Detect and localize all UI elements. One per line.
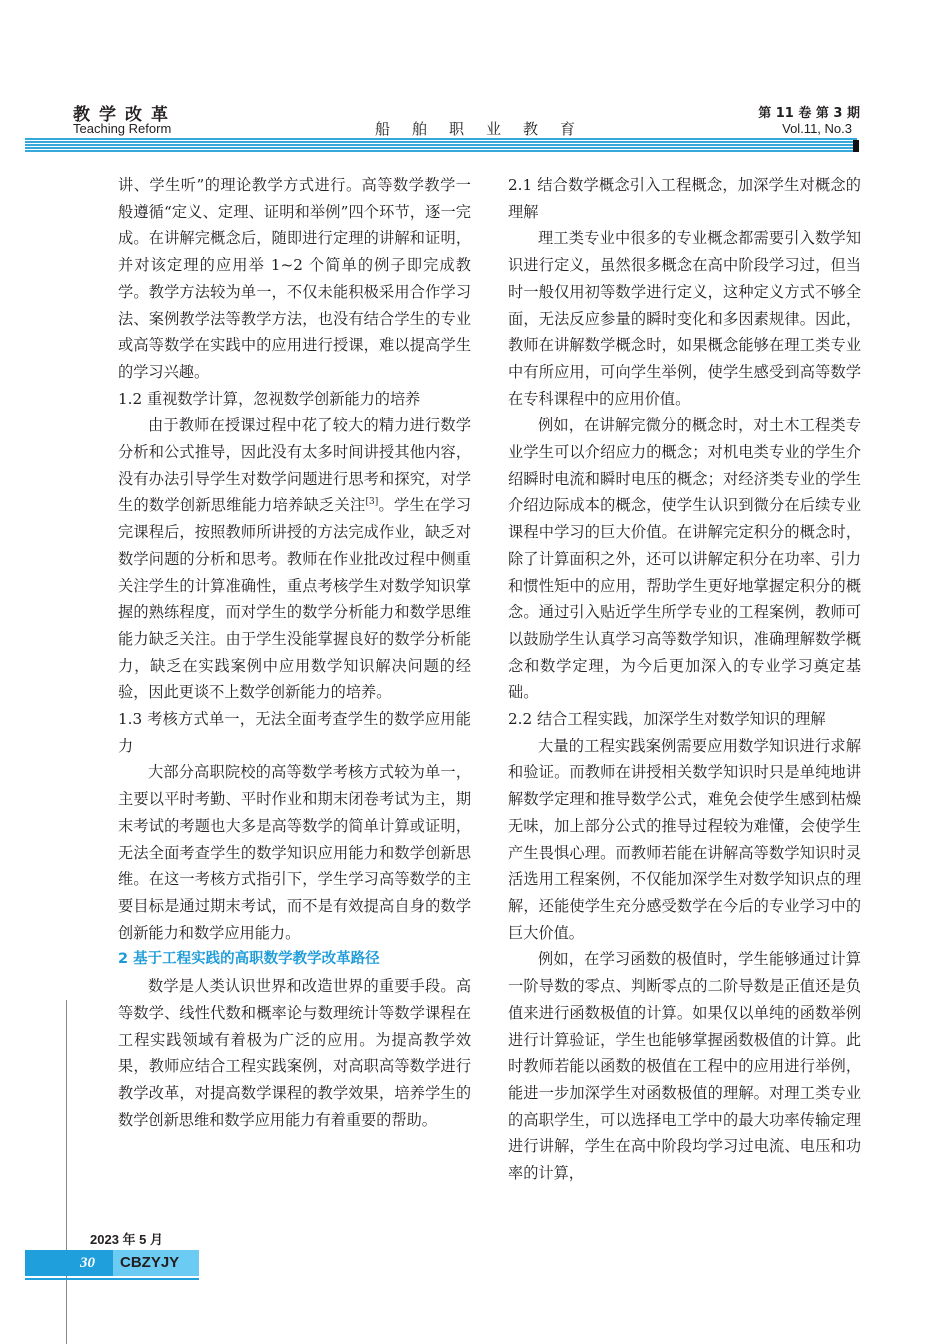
body-paragraph: 例如，在学习函数的极值时，学生能够通过计算一阶导数的零点、判断零点的二阶导数是正值还是负值来进行函数极值的计算。如果仅以单纯的函数举例进行计算验证，学生也能够掌握函数极值的计算。此时教师若能以函数的极值在工程中的应用进行举例，能进一步加深学生对函数极值的理解。对理工类专业的高职学生，可以选择电工学中的最大功率传输定理进行讲解，学生在高中阶段均学习过电流、电压和功率的计算，: [508, 950, 861, 1183]
section-title: 教学改革: [73, 105, 177, 125]
journal-code: CBZYJY: [120, 1254, 180, 1271]
paragraph-text: 由于教师在授课过程中花了较大的精力进行数学分析和公式推导，因此没有太多时间讲授其他内容，没有办法引导学生对数学问题进行思考和探究，对学生的数学创新思维能力培养缺乏关注: [118, 416, 471, 515]
header-rule: [25, 138, 857, 152]
body-paragraph: 数学是人类认识世界和改造世界的重要手段。高等数学、线性代数和概率论与数理统计等数学课程在工程实践领域有着极为广泛的应用。为提高教学效果，教师应结合工程实践案例，对高职高等数学进行教学改革，对提高数学课程的教学效果，培养学生的数学创新思维和数学应用能力有着重要的帮助。: [118, 977, 471, 1129]
subsection-heading: 1.2 重视数学计算，忽视数学创新能力的培养: [118, 389, 421, 408]
citation-ref: [3]: [365, 497, 379, 508]
issue-date: 2023 年 5 月: [90, 1232, 163, 1247]
section-heading: 2 基于工程实践的高职数学教学改革路径: [118, 951, 380, 968]
journal-name: 船舶职业教育: [374, 120, 597, 138]
body-paragraph: 例如，在讲解完微分的概念时，对土木工程类专业学生可以介绍应力的概念；对机电类专业的学生介绍瞬时电流和瞬时电压的概念；对经济类专业的学生介绍边际成本的概念，使学生认识到微分在后续专业课程中学习的巨大价值。在讲解完定积分的概念时，除了计算面积之外，还可以讲解定积分在功率、引力和惯性矩中的应用，帮助学生更好地掌握定积分的概念。通过引入贴近学生所学专业的工程案例，教师可以鼓励学生认真学习高等数学知识，准确理解数学概念和数学定理，为今后更加深入的专业学习奠定基础。: [508, 416, 861, 702]
paragraph-text: 。学生在学习完课程后，按照教师所讲授的方法完成作业，缺乏对数学问题的分析和思考。教师在作业批改过程中侧重关注学生的计算准确性，重点考核学生对数学知识掌握的熟练程度，而对学生的数学分析能力和数学思维能力缺乏关注。由于学生没能掌握良好的数学分析能力，缺乏在实践案例中应用数学知识解决问题的经验，因此更谈不上数学创新能力的培养。: [118, 496, 472, 702]
right-column: [508, 172, 861, 1187]
section-title-en: Teaching Reform: [73, 121, 172, 136]
left-column: [118, 172, 471, 1133]
subsection-heading: 2.2 结合工程实践，加深学生对数学知识的理解: [508, 710, 826, 729]
subsection-heading: 1.3 考核方式单一，无法全面考查学生的数学应用能力: [118, 710, 471, 755]
header-marker: [853, 140, 859, 152]
margin-rule: [66, 1000, 67, 1344]
body-paragraph: 大部分高职院校的高等数学考核方式较为单一，主要以平时考勤、平时作业和期末闭卷考试为主，期末考试的考题也大多是高等数学的简单计算或证明，无法全面考查学生的数学知识应用能力和数学创新思维。在这一考核方式指引下，学生学习高等数学的主要目标是通过期末考试，而不是有效提高自身的数学创新能力和数学应用能力。: [118, 763, 471, 942]
volume-issue: 第 11 卷 第 3 期: [758, 106, 860, 121]
body-paragraph: 大量的工程实践案例需要应用数学知识进行求解和验证。而教师在讲授相关数学知识时只是单纯地讲解数学定理和推导数学公式，难免会使学生感到枯燥无味，加上部分公式的推导过程较为难懂，会使学生产生畏惧心理。而教师若能在讲解高等数学知识时灵活选用工程案例，不仅能加深学生对数学知识点的理解，还能使学生充分感受数学在今后的专业学习中的巨大价值。: [508, 736, 861, 942]
footer-rule: [25, 1278, 199, 1280]
subsection-heading: 2.1 结合数学概念引入工程概念，加深学生对概念的理解: [508, 176, 861, 221]
body-paragraph: 讲、学生听”的理论教学方式进行。高等数学教学一般遵循“定义、定理、证明和举例”四个环节，逐一完成。在讲解完概念后，随即进行定理的讲解和证明，并对该定理的应用举 1~2 个简单的例子即完成教学。教学方法较为单一，不仅未能积极采用合作学习法、案例教学法等教学方法，也没有结合学生的专业或高等数学在实践中的应用进行授课，难以提高学生的学习兴趣。: [118, 176, 471, 381]
body-paragraph: [118, 412, 471, 706]
body-paragraph: 理工类专业中很多的专业概念都需要引入数学知识进行定义，虽然很多概念在高中阶段学习过，但当时一般仅用初等数学进行定义，这种定义方式不够全面，无法反应参量的瞬时变化和多因素规律。因此，教师在讲解数学概念时，如果概念能够在理工类专业中有所应用，可向学生举例，使学生感受到高等数学在专科课程中的应用价值。: [508, 229, 861, 408]
page-number: 30: [80, 1255, 95, 1271]
volume-issue-en: Vol.11, No.3: [782, 121, 852, 136]
